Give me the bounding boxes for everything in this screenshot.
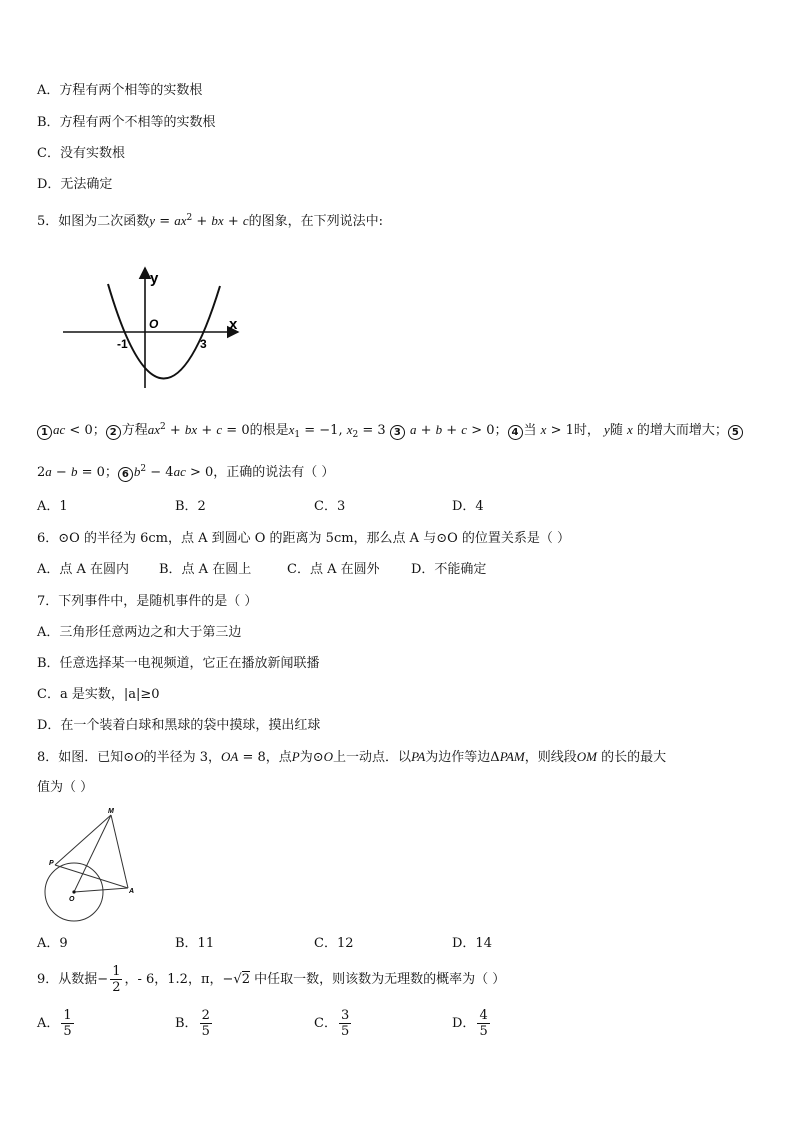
q7-option-a: A．三角形任意两边之和大于第三边 xyxy=(37,625,242,640)
q5-statements-line2: 2a − b = 0； 6 $b^2 - 4ac > 0$，正确的说法有（ ） xyxy=(37,464,335,480)
q4-option-d: D．无法确定 xyxy=(37,177,113,192)
q9-choice-b: B． $\frac{2}{5}$ xyxy=(175,1008,210,1039)
q5-parabola-figure xyxy=(58,262,258,402)
q6-choice-b: B．点 A 在圆上 xyxy=(159,562,252,577)
q7-option-d: D．在一个装着白球和黑球的袋中摸球，摸出红球 xyxy=(37,718,321,733)
q5-x-label: x xyxy=(229,316,238,333)
q8-choice-b: B．11 xyxy=(175,936,215,951)
q8-label-p: P xyxy=(49,860,54,867)
q4-option-b: B．方程有两个不相等的实数根 xyxy=(37,115,216,130)
q5-choice-d: D．4 xyxy=(452,499,484,514)
q4-option-a: A．方程有两个相等的实数根 xyxy=(37,83,203,98)
q5-choice-c: C．3 xyxy=(314,499,346,514)
q8-stem-line1: 8．如图．已知⊙O的半径为 3，OA = 8，点P为⊙O上一动点．以PA为边作等边ΔPAM，则线段OM 的长的最大 xyxy=(37,749,667,765)
q9-choice-d: D． $\frac{4}{5}$ xyxy=(452,1008,488,1039)
q7-stem: 7．下列事件中，是随机事件的是（ ） xyxy=(37,594,258,609)
q6-choice-a: A．点 A 在圆内 xyxy=(37,562,130,577)
q8-choice-d: D．14 xyxy=(452,936,492,951)
q5-origin-label: O xyxy=(149,317,159,331)
q5-statement-5-marker: 5 xyxy=(728,425,743,440)
q9-choice-a: A． $\frac{1}{5}$ xyxy=(37,1008,72,1039)
q5-choice-b: B．2 xyxy=(175,499,206,514)
q5-statement-2-marker: 2 xyxy=(106,425,121,440)
q5-statement-4-marker: 4 xyxy=(508,425,523,440)
q5-y-label: y xyxy=(150,270,159,287)
q7-option-b: B．任意选择某一电视频道，它正在播放新闻联播 xyxy=(37,656,320,671)
q5-root1-label: -1 xyxy=(117,337,128,351)
q5-statements-line1: 1 ac < 0； 2 方程$ax^2$ + bx + c = 0的根是$x_1 = -1$, $x_2 = 3$ 3 a + b + c > 0； 4 当 x > 1时， y随 x 的增大而增大； 5 xyxy=(37,421,744,440)
q8-geometry-figure xyxy=(40,806,150,924)
q5-statement-1-marker: 1 xyxy=(37,425,52,440)
q5-statement-3-marker: 3 xyxy=(390,425,405,440)
q4-option-c: C．没有实数根 xyxy=(37,146,125,161)
q6-stem: 6．⊙O 的半径为 6cm，点 A 到圆心 O 的距离为 5cm，那么点 A 与⊙O 的位置关系是（ ） xyxy=(37,531,571,546)
q5-choice-a: A．1 xyxy=(37,499,68,514)
q7-option-c: C．a 是实数，|a|≥0 xyxy=(37,687,160,702)
q5-stem: 5．如图为二次函数$y = ax^2$ + bx + c的图象，在下列说法中: xyxy=(37,213,384,229)
q8-choice-c: C．12 xyxy=(314,936,354,951)
q9-choice-c: C． $\frac{3}{5}$ xyxy=(314,1008,350,1039)
q8-label-o: O xyxy=(69,896,75,903)
q8-label-a: A xyxy=(129,888,135,895)
q5-statement-6-marker: 6 xyxy=(118,467,133,482)
q6-choice-d: D．不能确定 xyxy=(411,562,487,577)
q5-root2-label: 3 xyxy=(200,337,207,351)
q6-choice-c: C．点 A 在圆外 xyxy=(287,562,380,577)
q8-label-m: M xyxy=(108,808,114,815)
q9-stem: 9．从数据− $\frac{1}{2}$ ，- 6，1.2，π，−√2 中任取一数，则该数为无理数的概率为（ ） xyxy=(37,964,506,995)
q8-choice-a: A．9 xyxy=(37,936,68,951)
q8-stem-line2: 值为（ ） xyxy=(37,780,94,795)
